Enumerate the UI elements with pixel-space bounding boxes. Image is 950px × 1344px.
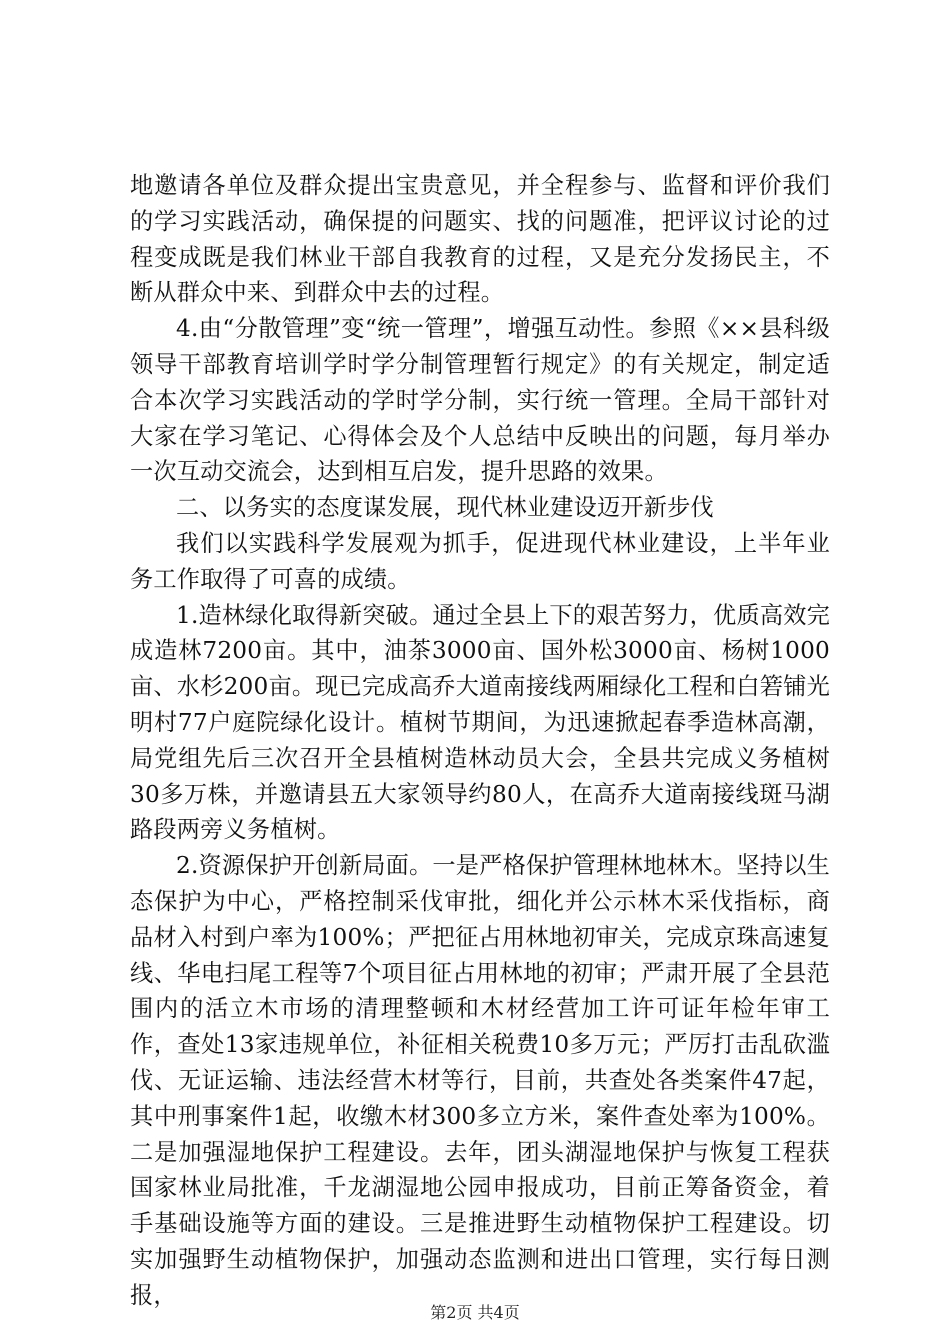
paragraph-item-1-afforestation: 1.造林绿化取得新突破。通过全县上下的艰苦努力，优质高效完成造林7200亩。其中，油茶3000亩、国外松3000亩、杨树1000亩、水杉200亩。现已完成高乔大道南接线两厢绿化工程和白箬铺光明村77户庭院绿化设计。植树节期间，为迅速掀起春季造林高潮，局党组先后三次召开全县植树造林动员大会，全县共完成义务植树30多万株，并邀请县五大家领导约80人，在高乔大道南接线斑马湖路段两旁义务植树。 (130, 601, 830, 844)
paragraph-continuation: 地邀请各单位及群众提出宝贵意见，并全程参与、监督和评价我们的学习实践活动，确保提的问题实、找的问题准，把评议讨论的过程变成既是我们林业干部自我教育的过程，又是充分发扬民主，不断从群众中来、到群众中去的过程。 (130, 172, 830, 307)
document-body (130, 168, 830, 1314)
page-footer: 第2页 共4页 (430, 1303, 520, 1322)
paragraph-item-4: 4.由“分散管理”变“统一管理”，增强互动性。参照《××县科级领导干部教育培训学时学分制管理暂行规定》的有关规定，制定适合本次学习实践活动的学时学分制，实行统一管理。全局干部针对大家在学习笔记、心得体会及个人总结中反映出的问题，每月举办一次互动交流会，达到相互启发，提升思路的效果。 (130, 315, 830, 486)
section-heading-2: 二、以务实的态度谋发展，现代林业建设迈开新步伐 (176, 494, 714, 522)
paragraph-item-2-resource-protection: 2.资源保护开创新局面。一是严格保护管理林地林木。坚持以生态保护为中心，严格控制采伐审批，细化并公示林木采伐指标，商品材入村到户率为100%；严把征占用林地初审关，完成京珠高速复线、华电扫尾工程等7个项目征占用林地的初审；严肃开展了全县范围内的活立木市场的清理整顿和木材经营加工许可证年检年审工作，查处13家违规单位，补征相关税费10多万元；严厉打击乱砍滥伐、无证运输、违法经营木材等行，目前，共查处各类案件47起，其中刑事案件1起，收缴木材300多立方米，案件查处率为100%。二是加强湿地保护工程建设。去年，团头湖湿地保护与恢复工程获国家林业局批准，千龙湖湿地公园申报成功，目前正筹备资金，着手基础设施等方面的建设。三是推进野生动植物保护工程建设。切实加强野生动植物保护，加强动态监测和进出口管理，实行每日测报， (130, 852, 830, 1309)
paragraph-section-intro: 我们以实践科学发展观为抓手，促进现代林业建设，上半年业务工作取得了可喜的成绩。 (130, 529, 830, 593)
